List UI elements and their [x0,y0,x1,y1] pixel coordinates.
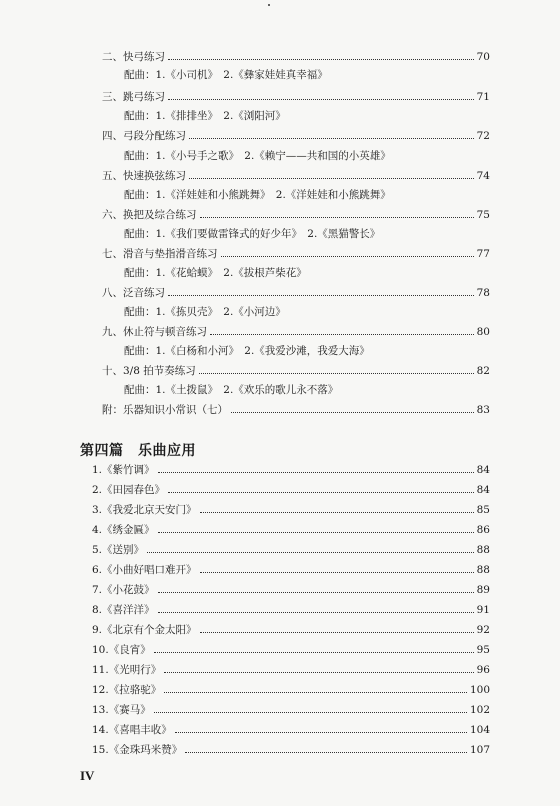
toc-entry-page: 92 [476,624,490,636]
toc-entry [92,544,490,557]
toc-entry [102,248,490,261]
dot-leader [231,412,474,413]
page-number: IV [80,768,95,783]
dot-leader [200,572,474,573]
toc-entry-page: 72 [476,130,490,142]
toc-entry-page: 84 [476,484,490,496]
toc-entry-page: 88 [476,544,490,556]
toc-entry [92,584,490,597]
toc-pieces: 配曲：1.《花蛤蟆》 2.《拔根芦柴花》 [124,267,307,279]
toc-entry [102,209,490,222]
toc-entry-page: 104 [469,724,490,736]
toc-entry [92,564,490,577]
toc-entry-title: 五、快速换弦练习 [102,170,186,182]
toc-entry-title: 7.《小花鼓》 [92,584,155,596]
toc-entry-page: 88 [476,564,490,576]
toc-entry [92,484,490,497]
toc-entry-page: 77 [476,248,490,260]
toc-entry-page: 91 [476,604,490,616]
dot-leader [210,334,474,335]
toc-entry-title: 14.《喜唱丰收》 [92,724,172,736]
toc-entry [92,664,490,677]
toc-entry-page: 74 [476,170,490,182]
toc-entry-page: 96 [476,664,490,676]
toc-pieces: 配曲：1.《小号手之歌》 2.《赖宁——共和国的小英雄》 [124,150,391,162]
toc-pieces: 配曲：1.《拣贝壳》 2.《小河边》 [124,306,286,318]
toc-entry [102,51,490,64]
dot-leader [221,256,474,257]
toc-entry-title: 4.《绣金匾》 [92,524,155,536]
dot-leader [200,512,474,513]
dot-leader [199,373,474,374]
dot-leader [158,532,474,533]
toc-entry-page: 89 [476,584,490,596]
toc-entry-title: 二、快弓练习 [102,51,165,63]
toc-pieces: 配曲：1.《白杨和小河》 2.《我爱沙滩，我爱大海》 [124,345,370,357]
toc-pieces: 配曲：1.《土拨鼠》 2.《欢乐的歌儿永不落》 [124,384,339,396]
toc-pieces: 配曲：1.《洋娃娃和小熊跳舞》 2.《洋娃娃和小熊跳舞》 [124,189,391,201]
toc-entry-page: 83 [476,404,490,416]
toc-entry-title: 三、跳弓练习 [102,91,165,103]
dot-leader [164,672,473,673]
toc-entry-title: 15.《金珠玛米赞》 [92,744,183,756]
toc-entry-title: 七、滑音与垫指滑音练习 [102,248,218,260]
toc-entry [102,287,490,300]
dot-leader [185,752,467,753]
toc-entry-title: 八、泛音练习 [102,287,165,299]
toc-entry-title: 1.《紫竹调》 [92,464,155,476]
toc-entry [102,365,490,378]
toc-entry [92,644,490,657]
toc-entry-page: 85 [476,504,490,516]
toc-entry-title: 10.《良宵》 [92,644,151,656]
toc-entry-title: 5.《送别》 [92,544,145,556]
toc-entry-title: 十、3/8 拍节奏练习 [102,365,196,377]
dot-leader [168,295,474,296]
toc-entry [92,724,490,737]
dot-leader [164,692,467,693]
toc-entry-page: 107 [469,744,490,756]
toc-entry [92,604,490,617]
dot-leader [189,138,474,139]
dot-leader [168,492,474,493]
toc-entry [102,326,490,339]
toc-entry-page: 86 [476,524,490,536]
toc-entry-title: 12.《拉骆驼》 [92,684,162,696]
toc-entry-title: 附：乐器知识小常识（七） [102,404,228,416]
dot-leader [175,732,467,733]
toc-entry-title: 8.《喜洋洋》 [92,604,155,616]
toc-pieces: 配曲：1.《排排坐》 2.《浏阳河》 [124,110,286,122]
toc-entry-page: 80 [476,326,490,338]
toc-entry-title: 11.《光明行》 [92,664,162,676]
toc-entry [92,624,490,637]
dot-leader [158,612,474,613]
toc-entry-page: 95 [476,644,490,656]
toc-entry-title: 六、换把及综合练习 [102,209,197,221]
toc-entry [92,684,490,697]
toc-entry-title: 6.《小曲好唱口难开》 [92,564,197,576]
toc-pieces: 配曲：1.《我们要做雷锋式的好少年》 2.《黑猫警长》 [124,228,381,240]
toc-entry [92,744,490,757]
toc-entry-title: 四、弓段分配练习 [102,130,186,142]
toc-entry-page: 102 [469,704,490,716]
toc-entry [102,170,490,183]
dot-leader [147,552,474,553]
toc-entry [92,524,490,537]
toc-entry-page: 100 [469,684,490,696]
toc-entry-appendix [102,404,490,417]
dot-leader [158,472,474,473]
dot-leader [200,632,474,633]
toc-entry-page: 70 [476,51,490,63]
section-heading: 第四篇 乐曲应用 [80,443,196,459]
toc-entry [102,130,490,143]
toc-entry [102,91,490,104]
toc-entry-title: 9.《北京有个金太阳》 [92,624,197,636]
toc-entry-title: 2.《田园春色》 [92,484,166,496]
toc-entry [92,464,490,477]
dot-leader [154,652,474,653]
dot-leader [158,592,474,593]
toc-entry-page: 78 [476,287,490,299]
dot-leader [200,217,474,218]
dot-leader [168,99,474,100]
toc-entry [92,704,490,717]
toc-entry-title: 九、休止符与顿音练习 [102,326,207,338]
toc-entry [92,504,490,517]
toc-entry-title: 13.《赛马》 [92,704,151,716]
toc-entry-page: 71 [476,91,490,103]
toc-entry-page: 84 [476,464,490,476]
toc-entry-page: 75 [476,209,490,221]
print-speck [268,4,270,6]
toc-entry-title: 3.《我爱北京天安门》 [92,504,197,516]
dot-leader [154,712,467,713]
toc-pieces: 配曲：1.《小司机》 2.《彝家娃娃真幸福》 [124,69,328,81]
dot-leader [168,59,474,60]
toc-entry-page: 82 [476,365,490,377]
dot-leader [189,178,474,179]
